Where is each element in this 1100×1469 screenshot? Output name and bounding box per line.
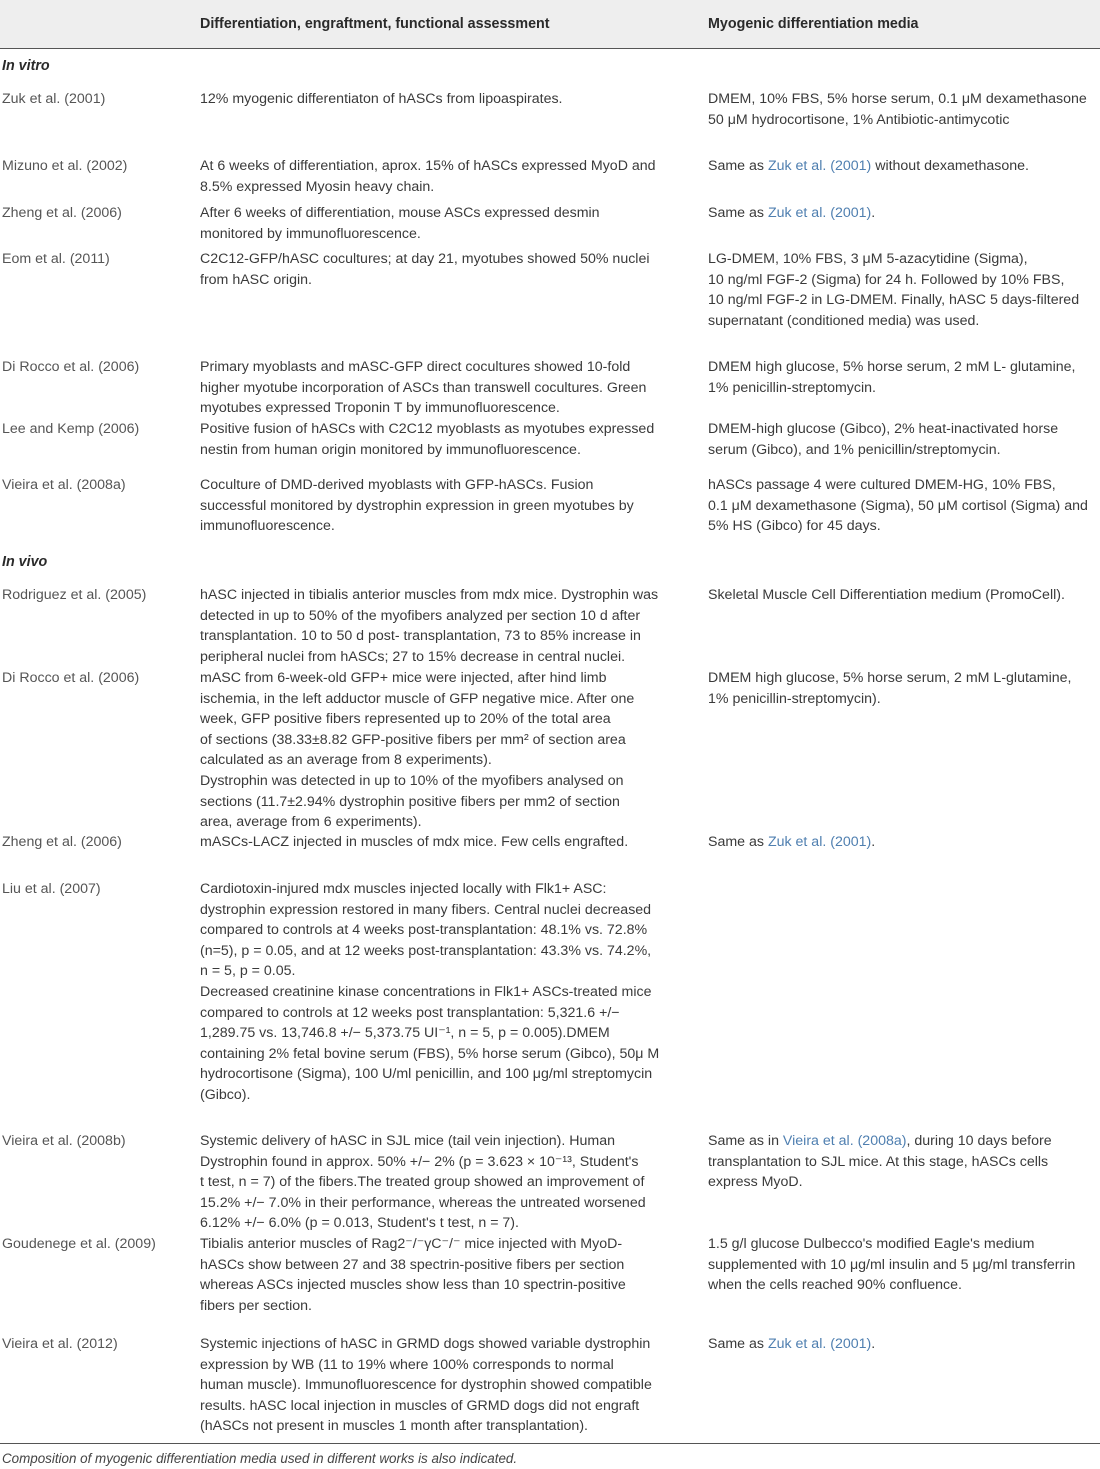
media-cell: [708, 585, 1097, 606]
text-fragment: , during 10 days before: [906, 1133, 1052, 1149]
text-line: calculated as an average from 8 experiments).: [200, 752, 492, 769]
text-line: Dystrophin was detected in up to 10% of the myofibers analysed on: [200, 772, 624, 789]
text-line: 6.12% +/− 6.0% (p = 0.013, Student's t test, n = 7).: [200, 1215, 519, 1232]
text-line: Positive fusion of hASCs with C2C12 myoblasts as myotubes expressed: [200, 421, 655, 437]
assessment-cell: [200, 419, 668, 460]
reference-link[interactable]: Zuk et al. (2001): [767, 205, 872, 221]
table-header-background: [0, 0, 1100, 48]
citation: Goudenege et al. (2009): [2, 1236, 156, 1252]
text-line: Cardiotoxin-injured mdx muscles injected locally with Flk1+ ASC:: [200, 881, 607, 897]
assessment-cell: [200, 475, 668, 537]
reference-link[interactable]: Zuk et al. (2001): [767, 1336, 872, 1352]
text-line: results. hASC local injection in muscles of GRMD dogs did not engraft: [200, 1397, 640, 1414]
text-line: hASCs show between 27 and 38 spectrin-positive fibers per section: [200, 1256, 625, 1273]
text-line: 0.1 μM dexamethasone (Sigma), 50 μM cortisol (Sigma) and: [708, 497, 1088, 514]
text-line: DMEM high glucose, 5% horse serum, 2 mM L-glutamine,: [708, 670, 1072, 686]
text-line: hASC injected in tibialis anterior muscles from mdx mice. Dystrophin was: [200, 587, 659, 603]
assessment-cell: [200, 249, 668, 290]
text-line: [708, 1334, 1097, 1355]
citation: Liu et al. (2007): [2, 881, 101, 897]
media-cell: [708, 89, 1097, 130]
text-line: containing 2% fetal bovine serum (FBS), 5% horse serum (Gibco), 50μ M: [200, 1045, 660, 1062]
text-line: supernatant (conditioned media) was used.: [708, 312, 980, 329]
text-line: mASC from 6-week-old GFP+ mice were injected, after hind limb: [200, 670, 607, 686]
text-line: 5% HS (Gibco) for 45 days.: [708, 518, 881, 535]
citation: Zheng et al. (2006): [2, 205, 122, 221]
reference-link[interactable]: Zuk et al. (2001): [767, 834, 872, 850]
assessment-cell: [200, 832, 668, 853]
assessment-cell: [200, 668, 668, 833]
text-line: [708, 203, 1097, 224]
text-line: 10 ng/ml FGF-2 in LG-DMEM. Finally, hASC 5 days-filtered: [708, 292, 1080, 309]
text-line: compared to controls at 12 weeks post transplantation: 5,321.6 +/−: [200, 1004, 620, 1021]
citation: Rodriguez et al. (2005): [2, 587, 147, 603]
text-line: nestin from human origin monitored by immunofluorescence.: [200, 441, 581, 458]
text-fragment: Same as: [708, 158, 768, 174]
media-cell: [708, 1234, 1097, 1296]
text-fragment: Same as: [708, 205, 768, 221]
text-line: expression by WB (11 to 19% where 100% corresponds to normal: [200, 1356, 614, 1373]
text-line: 1,289.75 vs. 13,746.8 +/− 5,373.75 UI⁻¹, n = 5, p = 0.005).DMEM: [200, 1025, 610, 1042]
text-fragment: Same as: [708, 1336, 768, 1352]
media-cell: [708, 475, 1097, 537]
text-line: LG-DMEM, 10% FBS, 3 μM 5-azacytidine (Sigma),: [708, 251, 1028, 267]
text-line: transplantation. 10 to 50 d post- transplantation, 73 to 85% increase in: [200, 628, 641, 645]
text-line: 50 μM hydrocortisone, 1% Antibiotic-antimycotic: [708, 111, 1010, 128]
text-line: compared to controls at 4 weeks post-transplantation: 48.1% vs. 72.8%: [200, 922, 648, 939]
text-line: of sections (38.33±8.82 GFP-positive fibers per mm² of section area: [200, 731, 626, 748]
citation: Lee and Kemp (2006): [2, 421, 140, 437]
text-line: Coculture of DMD-derived myoblasts with GFP-hASCs. Fusion: [200, 477, 594, 493]
text-line: hASCs passage 4 were cultured DMEM-HG, 10% FBS,: [708, 477, 1056, 493]
text-line: sections (11.7±2.94% dystrophin positive fibers per mm2 of section: [200, 793, 620, 810]
text-line: express MyoD.: [708, 1174, 803, 1191]
text-line: when the cells reached 90% confluence.: [708, 1277, 962, 1294]
table-footnote: Composition of myogenic differentiation media used in different works is also indicated.: [2, 1451, 518, 1466]
assessment-cell: [200, 156, 668, 197]
media-cell: [708, 832, 1097, 853]
text-line: dystrophin expression restored in many fibers. Central nuclei decreased: [200, 901, 652, 918]
text-line: Dystrophin found in approx. 50% +/− 2% (p = 3.623 × 10⁻¹³, Student's: [200, 1153, 639, 1170]
citation: Eom et al. (2011): [2, 251, 110, 267]
text-line: (n=5), p = 0.05, and at 12 weeks post-transplantation: 43.3% vs. 74.2%,: [200, 942, 652, 959]
text-line: [708, 1131, 1097, 1152]
text-line: monitored by immunofluorescence.: [200, 225, 421, 242]
text-line: hydrocortisone (Sigma), 100 U/ml penicillin, and 100 μg/ml streptomycin: [200, 1066, 653, 1083]
text-line: 1% penicillin-streptomycin.: [708, 379, 876, 396]
citation: Vieira et al. (2012): [2, 1336, 118, 1352]
text-line: After 6 weeks of differentiation, mouse ASCs expressed desmin: [200, 205, 600, 221]
text-fragment: Same as in: [708, 1133, 783, 1149]
header-assessment: Differentiation, engraftment, functional assessment: [200, 16, 550, 32]
table-bottom-rule: [0, 1443, 1100, 1444]
assessment-cell: [200, 1334, 668, 1437]
text-line: At 6 weeks of differentiation, aprox. 15% of hASCs expressed MyoD and: [200, 158, 656, 174]
text-line: mASCs-LACZ injected in muscles of mdx mice. Few cells engrafted.: [200, 834, 629, 850]
text-line: supplemented with 10 μg/ml insulin and 5 μg/ml transferrin: [708, 1256, 1076, 1273]
media-cell: [708, 156, 1097, 177]
text-line: ischemia, in the left adductor muscle of GFP negative mice. After one: [200, 690, 635, 707]
citation: Di Rocco et al. (2006): [2, 670, 140, 686]
media-cell: [708, 419, 1097, 460]
text-fragment: without dexamethasone.: [871, 158, 1029, 174]
text-line: week, GFP positive fibers represented up to 20% of the total area: [200, 711, 611, 728]
citation: Zuk et al. (2001): [2, 91, 106, 107]
text-line: Tibialis anterior muscles of Rag2⁻/⁻γC⁻/⁻ mice injected with MyoD-: [200, 1236, 623, 1252]
section-in-vitro: In vitro: [2, 58, 50, 74]
citation: Vieira et al. (2008b): [2, 1133, 126, 1149]
header-rule: [0, 48, 1100, 49]
text-line: (hASCs not present in muscles 1 month after transplantation).: [200, 1418, 588, 1435]
media-cell: [708, 249, 1097, 331]
citation: Di Rocco et al. (2006): [2, 359, 140, 375]
assessment-cell: [200, 89, 668, 110]
text-line: from hASC origin.: [200, 271, 312, 288]
reference-link[interactable]: Zuk et al. (2001): [767, 158, 872, 174]
text-line: DMEM-high glucose (Gibco), 2% heat-inactivated horse: [708, 421, 1059, 437]
text-fragment: Same as: [708, 834, 768, 850]
text-line: Decreased creatinine kinase concentrations in Flk1+ ASCs-treated mice: [200, 983, 652, 1000]
text-line: myotubes expressed Troponin T by immunofluorescence.: [200, 400, 560, 417]
media-cell: [708, 357, 1097, 398]
text-line: DMEM, 10% FBS, 5% horse serum, 0.1 μM dexamethasone: [708, 91, 1087, 107]
text-line: 15.2% +/− 7.0% in their performance, whereas the untreated worsened: [200, 1194, 646, 1211]
text-fragment: .: [871, 1336, 876, 1352]
text-line: area, average from 6 experiments).: [200, 814, 422, 831]
text-line: Skeletal Muscle Cell Differentiation medium (PromoCell).: [708, 587, 1065, 603]
media-cell: [708, 1131, 1097, 1193]
section-in-vivo: In vivo: [2, 554, 48, 570]
citation: Zheng et al. (2006): [2, 834, 122, 850]
assessment-cell: [200, 585, 668, 667]
media-cell: [708, 668, 1097, 709]
text-line: higher myotube incorporation of ASCs than transwell cocultures. Green: [200, 379, 647, 396]
text-line: t test, n = 7) of the fibers.The treated group showed an improvement of: [200, 1174, 645, 1191]
text-line: [708, 156, 1097, 177]
text-line: 1% penicillin-streptomycin).: [708, 690, 881, 707]
text-fragment: .: [871, 205, 876, 221]
citation: Mizuno et al. (2002): [2, 158, 128, 174]
text-line: Systemic delivery of hASC in SJL mice (tail vein injection). Human: [200, 1133, 616, 1149]
reference-link[interactable]: Vieira et al. (2008a): [782, 1133, 907, 1149]
header-media: Myogenic differentiation media: [708, 16, 919, 32]
assessment-cell: [200, 879, 668, 1106]
text-line: 10 ng/ml FGF-2 (Sigma) for 24 h. Followed by 10% FBS,: [708, 271, 1065, 288]
text-line: C2C12-GFP/hASC cocultures; at day 21, myotubes showed 50% nuclei: [200, 251, 650, 267]
text-line: serum (Gibco), and 1% penicillin/streptomycin.: [708, 441, 1001, 458]
text-line: 12% myogenic differentiaton of hASCs from lipoaspirates.: [200, 91, 563, 107]
media-cell: [708, 1334, 1097, 1355]
text-line: successful monitored by dystrophin expression in green myotubes by: [200, 497, 634, 514]
text-line: (Gibco).: [200, 1086, 251, 1103]
text-line: transplantation to SJL mice. At this stage, hASCs cells: [708, 1153, 1049, 1170]
text-line: peripheral nuclei from hASCs; 27 to 15% decrease in central nuclei.: [200, 648, 626, 665]
text-line: fibers per section.: [200, 1297, 312, 1314]
text-line: [708, 832, 1097, 853]
text-line: detected in up to 50% of the myofibers analyzed per section 10 d after: [200, 607, 641, 624]
text-fragment: .: [871, 834, 876, 850]
assessment-cell: [200, 1131, 668, 1234]
text-line: human muscle). Immunofluorescence for dystrophin showed compatible: [200, 1377, 652, 1394]
text-line: immunofluorescence.: [200, 518, 335, 535]
assessment-cell: [200, 357, 668, 419]
citation: Vieira et al. (2008a): [2, 477, 126, 493]
text-line: 1.5 g/l glucose Dulbecco's modified Eagle's medium: [708, 1236, 1035, 1252]
text-line: Primary myoblasts and mASC-GFP direct cocultures showed 10-fold: [200, 359, 631, 375]
text-line: 8.5% expressed Myosin heavy chain.: [200, 178, 435, 195]
assessment-cell: [200, 203, 668, 244]
text-line: whereas ASCs injected muscles show less than 10 spectrin-positive: [200, 1277, 626, 1294]
assessment-cell: [200, 1234, 668, 1316]
text-line: Systemic injections of hASC in GRMD dogs showed variable dystrophin: [200, 1336, 651, 1352]
media-cell: [708, 203, 1097, 224]
text-line: n = 5, p = 0.05.: [200, 963, 296, 980]
text-line: DMEM high glucose, 5% horse serum, 2 mM L- glutamine,: [708, 359, 1076, 375]
